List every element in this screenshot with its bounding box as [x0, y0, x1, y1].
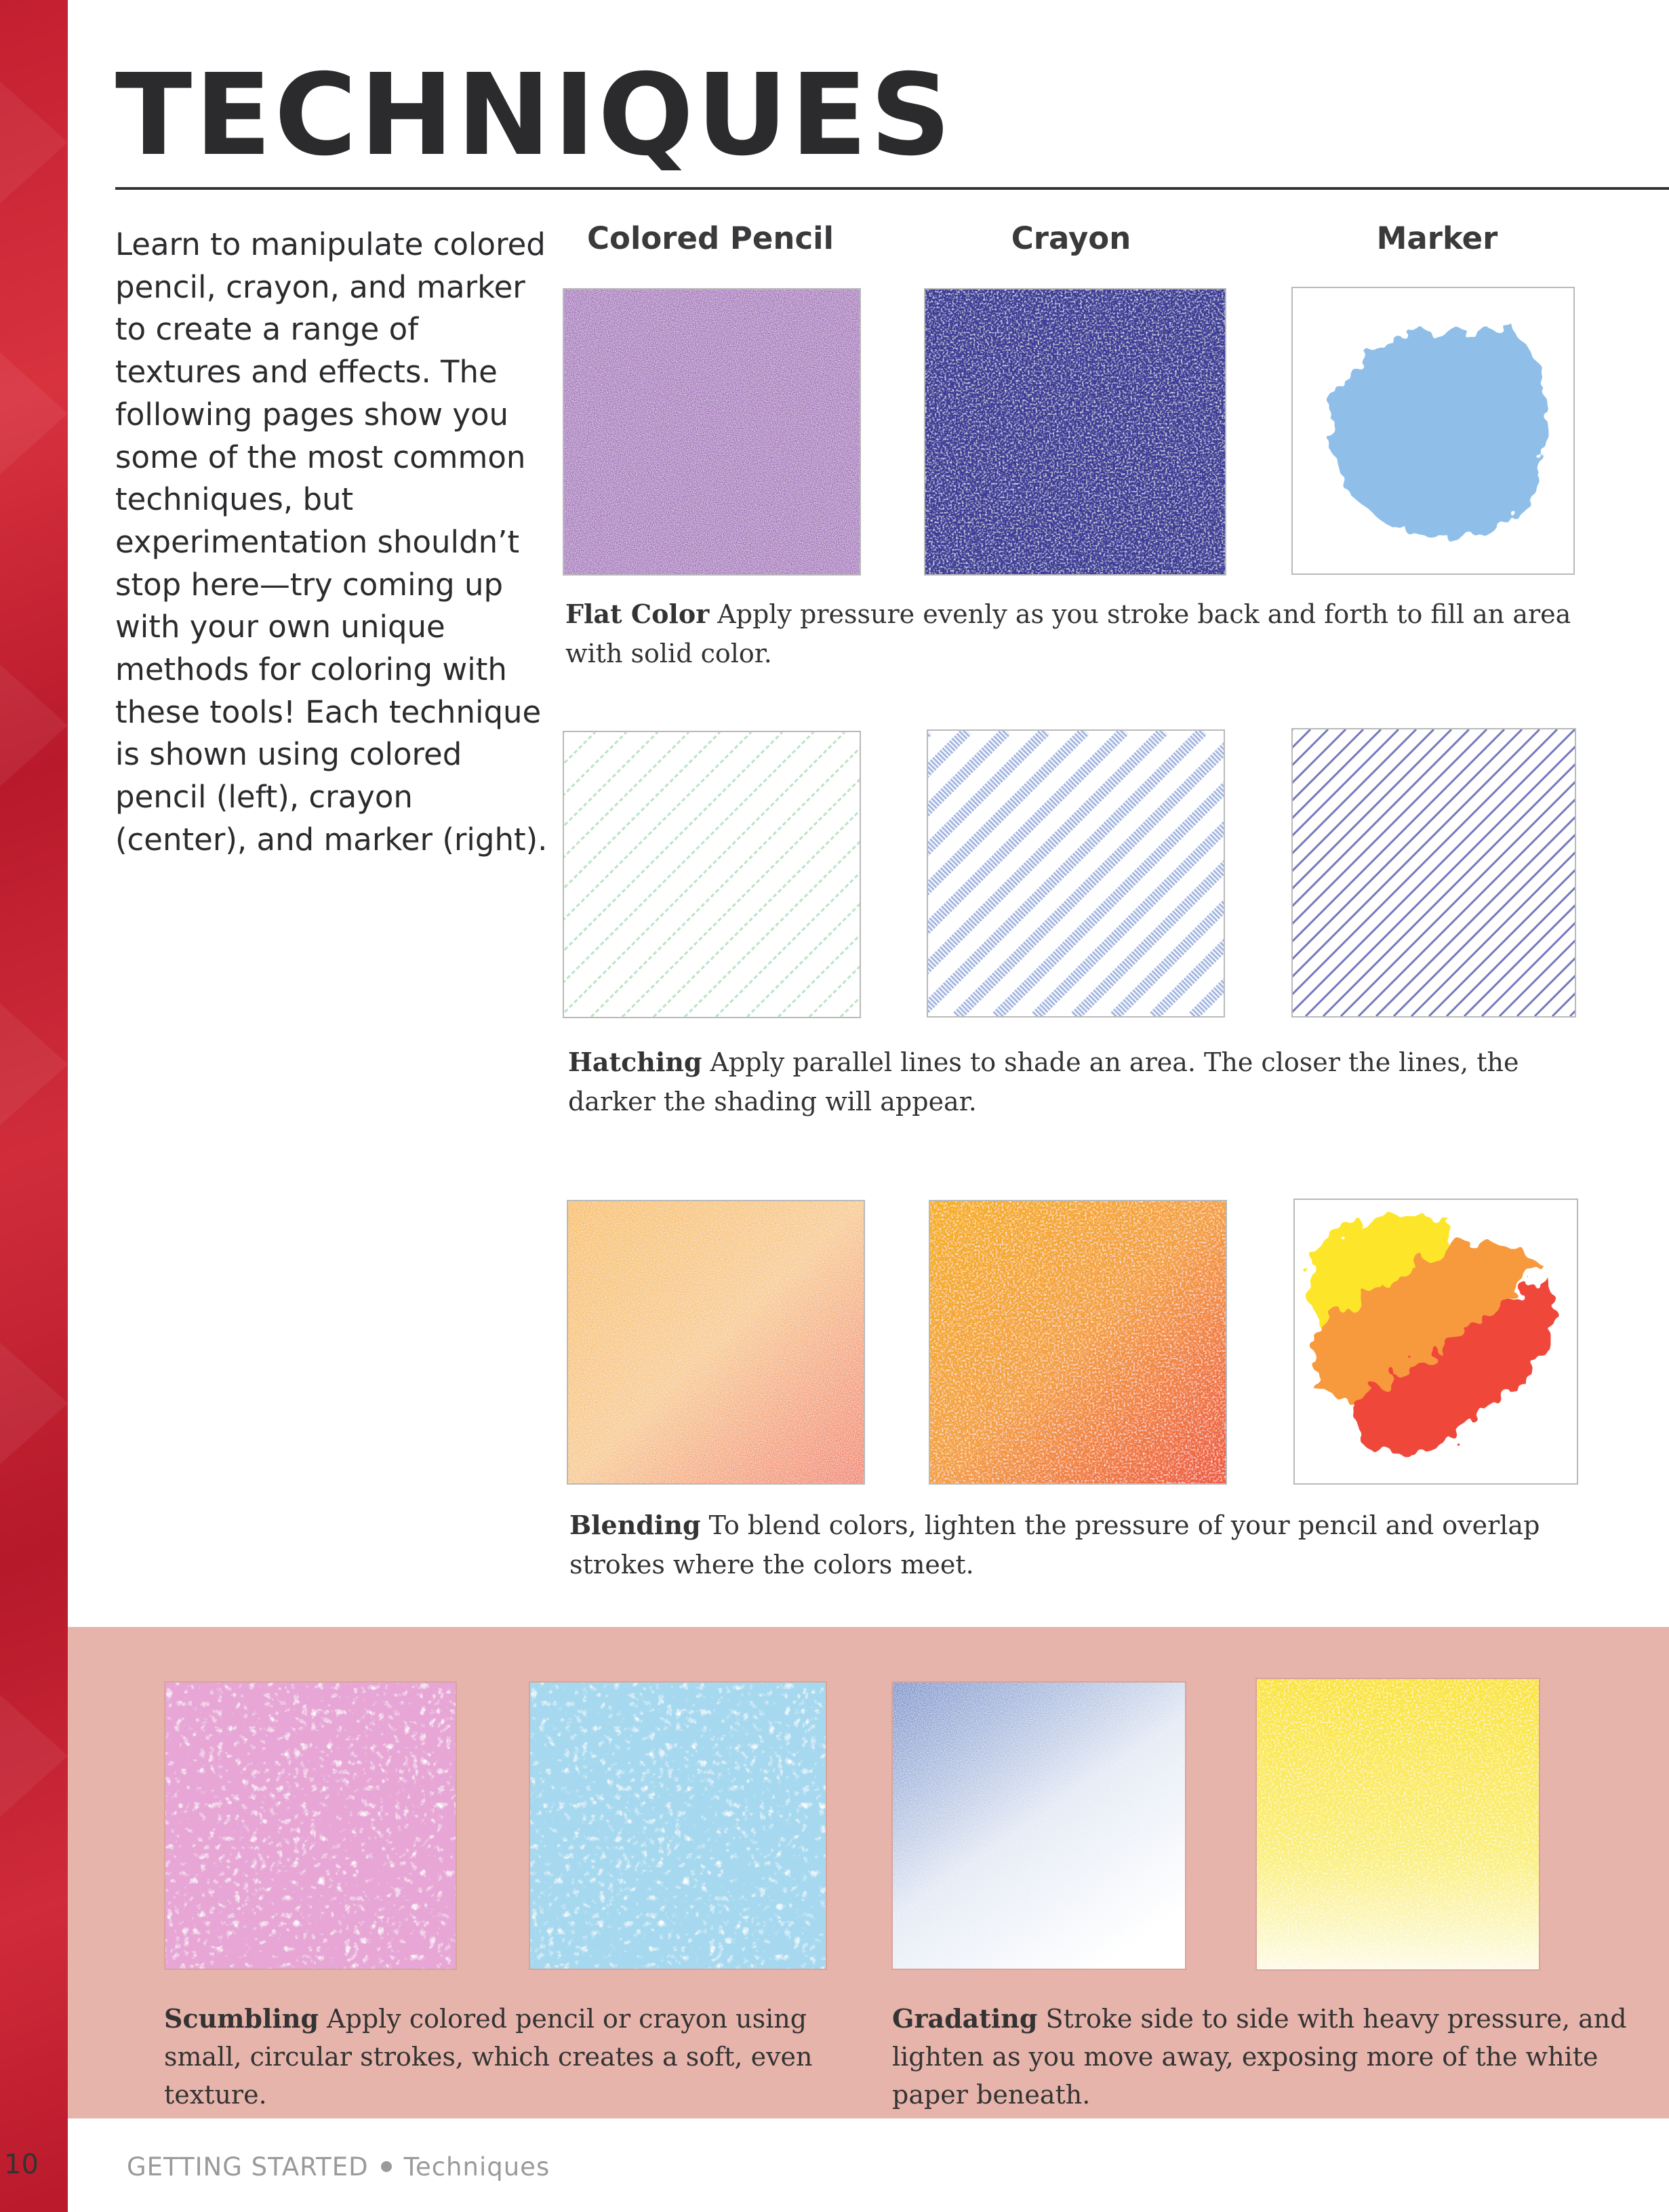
hatch-line	[564, 732, 845, 1017]
footer-section: GETTING STARTED	[127, 2152, 369, 2181]
scumbling-description: Apply colored pencil or crayon using small, circular strokes, which creates a soft, even texture.	[164, 2004, 813, 2110]
blending-label: Blending	[569, 1510, 701, 1540]
page-title: TECHNIQUES	[115, 50, 954, 181]
hatch-line	[1293, 729, 1575, 1016]
hatching-crayon-swatch	[927, 729, 1225, 1018]
bullet-dot-icon	[381, 2161, 392, 2172]
hatch-line	[564, 732, 595, 1017]
scumbling-crayon-swatch	[529, 1681, 827, 1970]
hatch-line	[564, 732, 626, 1017]
hatch-line	[622, 732, 860, 1017]
hatch-line	[1341, 729, 1575, 1016]
hatch-line	[564, 732, 782, 1017]
flat-color-label: Flat Color	[565, 599, 710, 629]
hatching-caption	[568, 1043, 1598, 1121]
gradating-description: Stroke side to side with heavy pressure, and lighten as you move away, exposing more of the white paper beneath.	[892, 2004, 1627, 2110]
hatch-line	[564, 732, 751, 1017]
hatch-line	[778, 732, 860, 1017]
hatch-line	[957, 731, 1224, 1016]
sidebar-red-bar	[0, 0, 68, 2212]
scumbling-colored-pencil-swatch	[164, 1681, 457, 1970]
gradating-colored-pencil-swatch	[891, 1681, 1186, 1970]
hatch-line	[1376, 729, 1575, 1016]
hatching-marker-swatch	[1291, 728, 1576, 1018]
hatch-line	[653, 732, 860, 1017]
hatching-label: Hatching	[568, 1047, 702, 1077]
scumbling-label: Scumbling	[164, 2003, 319, 2034]
hatch-line	[809, 732, 860, 1017]
flat-color-caption	[565, 595, 1596, 673]
blending-marker-swatch	[1293, 1199, 1578, 1485]
flat-color-colored-pencil-swatch	[563, 288, 861, 576]
gradating-label: Gradating	[892, 2003, 1038, 2034]
hatching-colored-pencil-swatch	[563, 731, 861, 1018]
hatch-line	[564, 732, 813, 1017]
column-heading-marker: Marker	[1376, 220, 1498, 256]
sidebar-facet	[0, 1695, 68, 1817]
hatch-line	[716, 732, 860, 1017]
sidebar-facet	[0, 353, 68, 475]
gradating-crayon-swatch	[1255, 1678, 1540, 1971]
hatch-line	[591, 732, 860, 1017]
blending-colored-pencil-swatch	[567, 1200, 865, 1485]
sidebar-facet	[0, 81, 68, 203]
blending-caption	[569, 1506, 1600, 1584]
flat-color-description: Apply pressure evenly as you stroke back and forth to fill an area with solid color.	[565, 599, 1571, 668]
hatch-line	[1306, 729, 1575, 1016]
hatch-line	[564, 732, 720, 1017]
page-number: 10	[4, 2149, 39, 2180]
column-heading-colored-pencil: Colored Pencil	[587, 220, 834, 256]
footer-subsection: Techniques	[403, 2152, 550, 2181]
hatch-line	[747, 732, 860, 1017]
title-rule	[115, 187, 1669, 190]
blending-crayon-swatch	[929, 1200, 1227, 1485]
scumbling-caption	[164, 2000, 842, 2114]
flat-color-crayon-swatch	[924, 288, 1226, 576]
blending-description: To blend colors, lighten the pressure of your pencil and overlap strokes where the colors meet.	[569, 1510, 1540, 1580]
hatch-line	[1293, 729, 1328, 1016]
flat-color-marker-swatch	[1291, 287, 1575, 575]
column-heading-crayon: Crayon	[1011, 220, 1131, 256]
hatching-description: Apply parallel lines to shade an area. The closer the lines, the darker the shading will appear.	[568, 1047, 1519, 1117]
intro-text: Learn to manipulate colored pencil, crayon, and marker to create a range of textures and effects. The following pages show you some of the most common techniques, but experimentation shouldn’t stop here—try coming up with your own unique methods for coloring with these tools! Each technique is shown using colored pencil (left), crayon (center), and marker (right).	[115, 226, 548, 858]
footer-breadcrumb	[127, 2152, 550, 2181]
hatch-line	[564, 732, 658, 1017]
sidebar-facet	[0, 1342, 68, 1464]
sidebar-facet	[0, 1003, 68, 1125]
hatch-line	[841, 732, 860, 1017]
hatch-line	[1114, 731, 1224, 1016]
sidebar-facet	[0, 664, 68, 786]
gradating-caption	[892, 2000, 1651, 2114]
